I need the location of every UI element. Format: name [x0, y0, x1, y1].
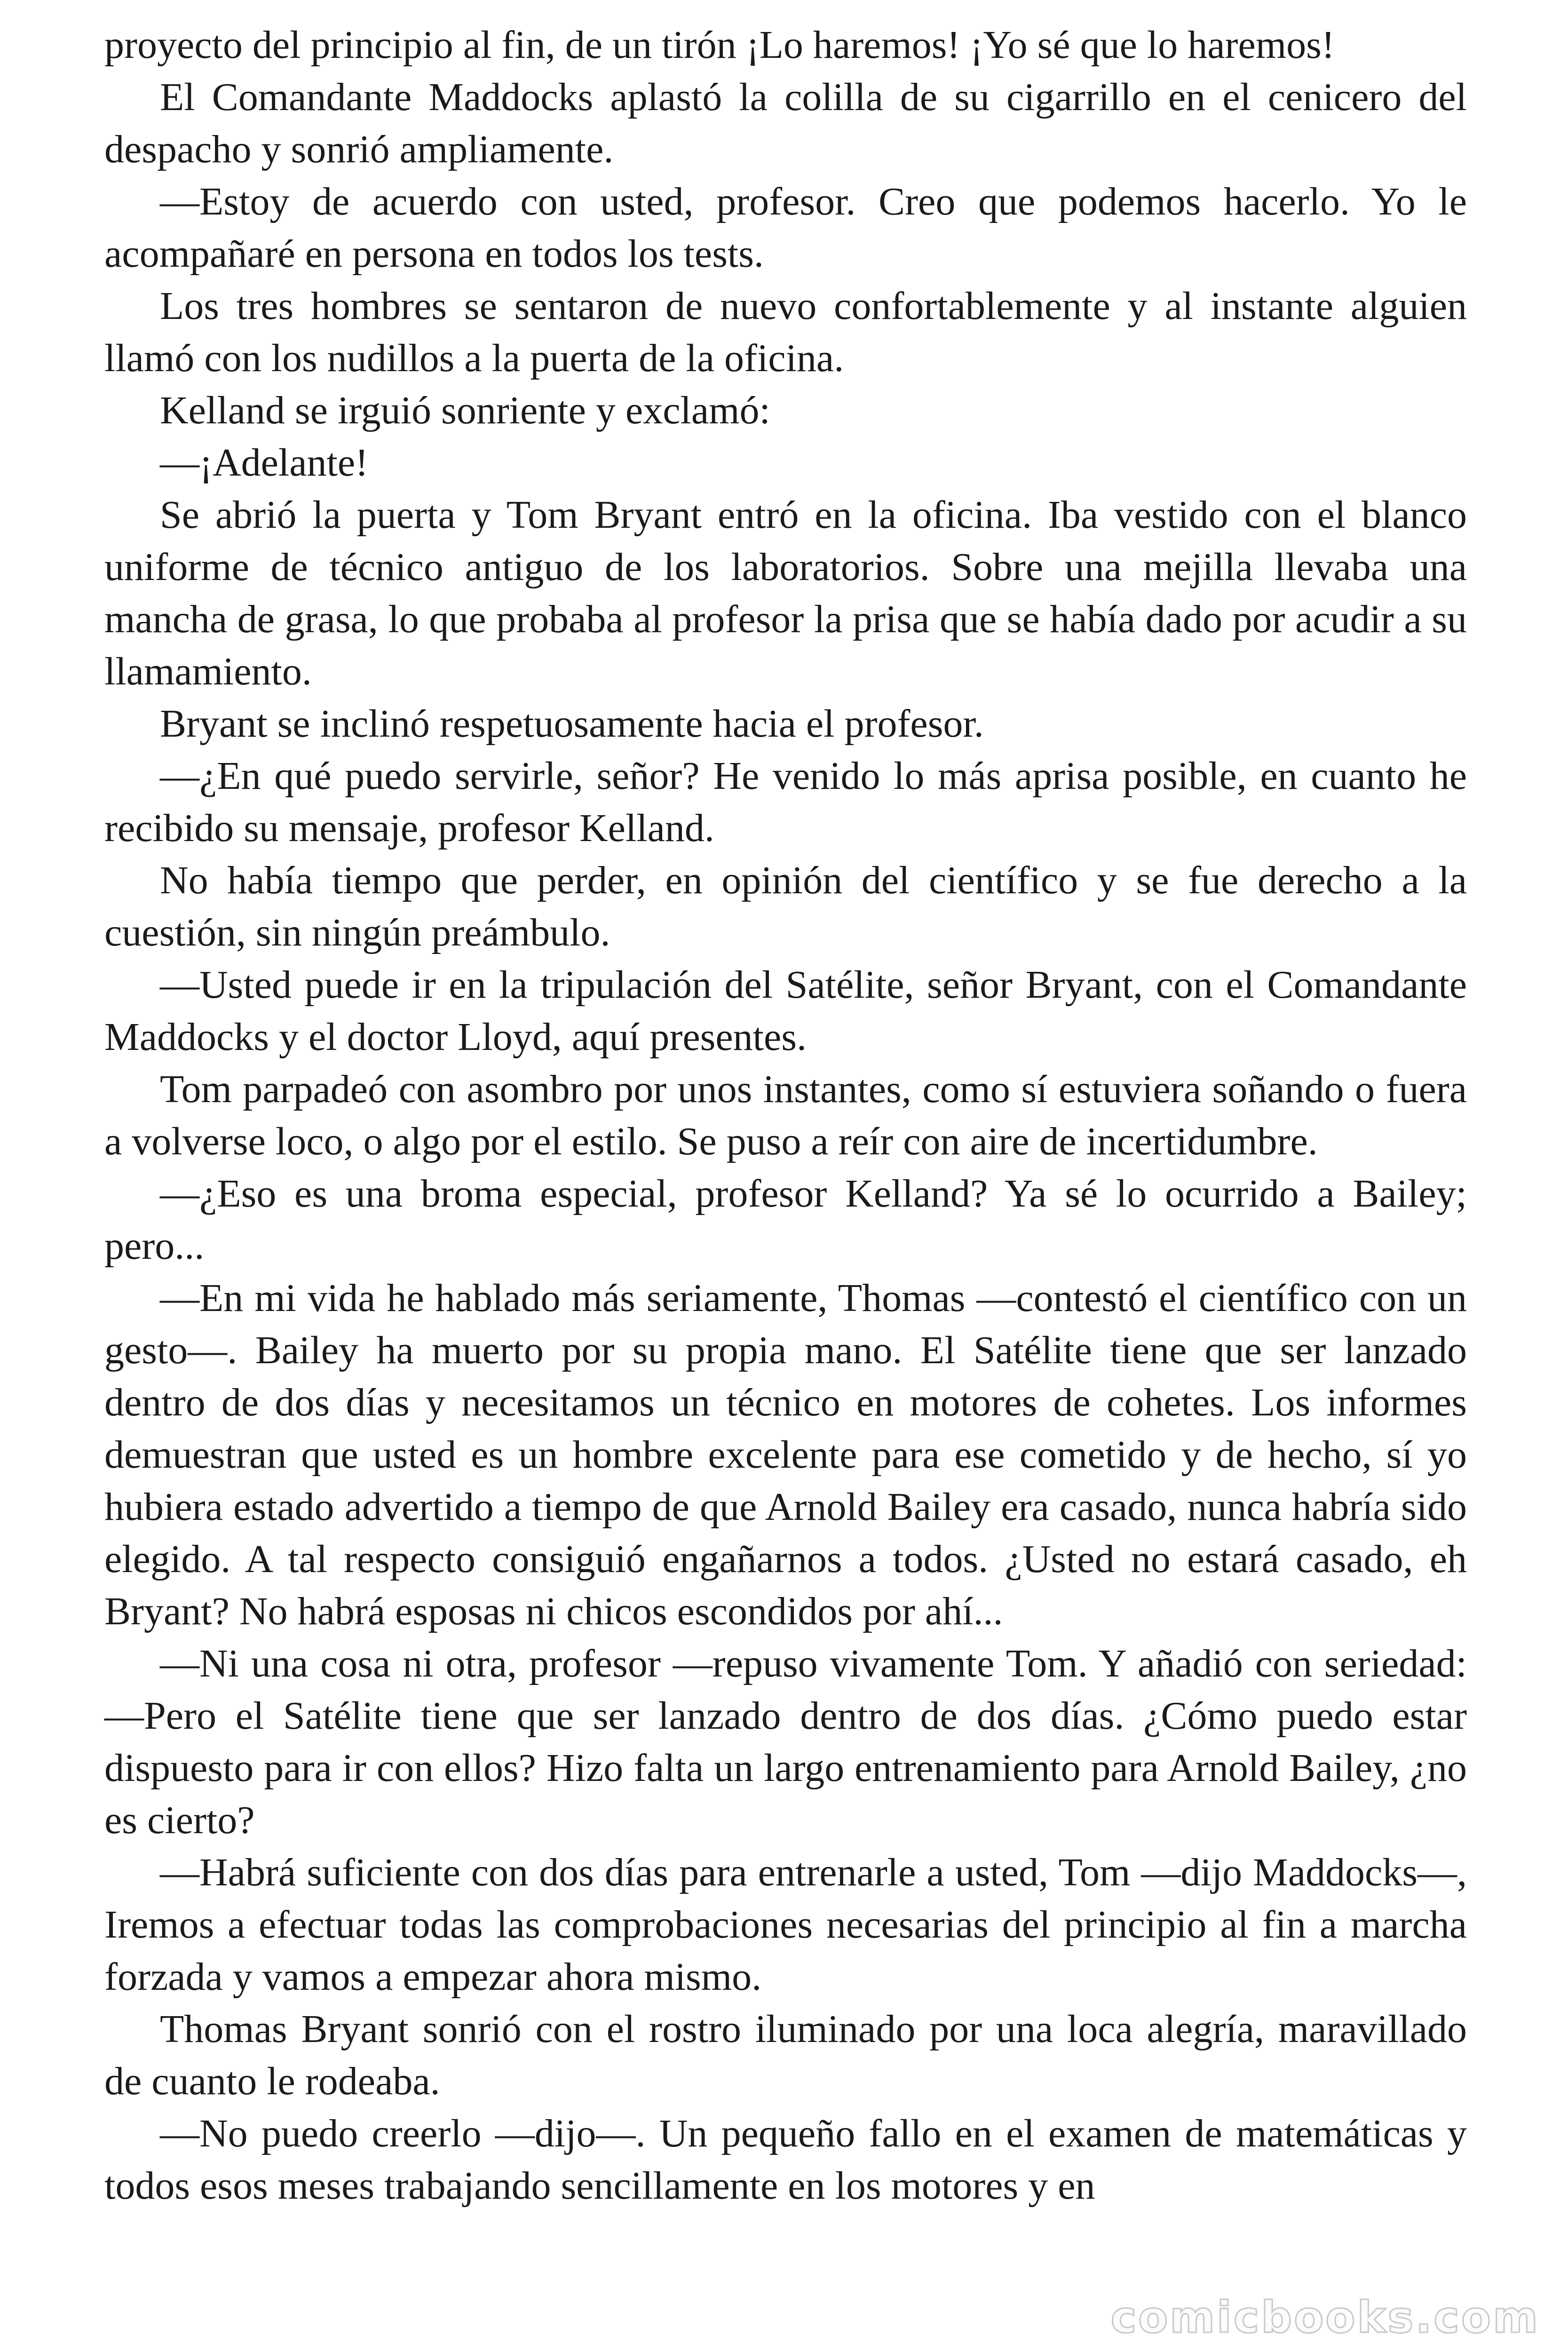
paragraph: —Habrá suficiente con dos días para entrenarle a usted, Tom —dijo Maddocks—, Iremos a efectuar todas las comprobaciones necesarias del principio al fin a marcha forzada y vamos a empezar ahora mismo. [104, 1851, 1467, 1999]
watermark-logo: comicbooks.com [1110, 2292, 1540, 2343]
paragraph: —Estoy de acuerdo con usted, profesor. Creo que podemos hacerlo. Yo le acompañaré en persona en todos los tests. [104, 180, 1467, 276]
paragraph: No había tiempo que perder, en opinión del científico y se fue derecho a la cuestión, sin ningún preámbulo. [104, 858, 1467, 954]
paragraph: —Usted puede ir en la tripulación del Satélite, señor Bryant, con el Comandante Maddocks y el doctor Lloyd, aquí presentes. [104, 963, 1467, 1059]
paragraph: —No puedo creerlo —dijo—. Un pequeño fallo en el examen de matemáticas y todos esos meses trabajando sencillamente en los motores y en [104, 2112, 1467, 2208]
paragraph: —¡Adelante! [160, 441, 369, 485]
paragraph: Se abrió la puerta y Tom Bryant entró en la oficina. Iba vestido con el blanco uniforme de técnico antiguo de los laboratorios. Sobre una mejilla llevaba una mancha de grasa, lo que probaba al profesor la prisa que se había dado por acudir a su llamamiento. [104, 493, 1467, 693]
body-text [104, 19, 1467, 2212]
paragraph: Kelland se irguió sonriente y exclamó: [160, 389, 770, 432]
paragraph: Los tres hombres se sentaron de nuevo confortablemente y al instante alguien llamó con los nudillos a la puerta de la oficina. [104, 284, 1467, 380]
paragraph: Bryant se inclinó respetuosamente hacia el profesor. [160, 702, 984, 746]
paragraph: Tom parpadeó con asombro por unos instantes, como sí estuviera soñando o fuera a volverse loco, o algo por el estilo. Se puso a reír con aire de incertidumbre. [104, 1067, 1467, 1163]
paragraph: —¿Eso es una broma especial, profesor Kelland? Ya sé lo ocurrido a Bailey; pero... [104, 1172, 1467, 1268]
paragraph: El Comandante Maddocks aplastó la colilla de su cigarrillo en el cenicero del despacho y sonrió ampliamente. [104, 75, 1467, 171]
paragraph: —En mi vida he hablado más seriamente, Thomas —contestó el científico con un gesto—. Bailey ha muerto por su propia mano. El Satélite tiene que ser lanzado dentro de dos días y necesitamos un técnico en motores de cohetes. Los informes demuestran que usted es un hombre excelente para ese cometido y de hecho, sí yo hubiera estado advertido a tiempo de que Arnold Bailey era casado, nunca habría sido elegido. A tal respecto consiguió engañarnos a todos. ¿Usted no estará casado, eh Bryant? No habrá esposas ni chicos escondidos por ahí... [104, 1276, 1467, 1633]
paragraph: Thomas Bryant sonrió con el rostro iluminado por una loca alegría, maravillado de cuanto le rodeaba. [104, 2007, 1467, 2103]
paragraph: —¿En qué puedo servirle, señor? He venido lo más aprisa posible, en cuanto he recibido su mensaje, profesor Kelland. [104, 754, 1467, 850]
paragraph: proyecto del principio al fin, de un tirón ¡Lo haremos! ¡Yo sé que lo haremos! [104, 23, 1335, 67]
paragraph: —Ni una cosa ni otra, profesor —repuso vivamente Tom. Y añadió con seriedad: —Pero el Satélite tiene que ser lanzado dentro de dos días. ¿Cómo puedo estar dispuesto para ir con ellos? Hizo falta un largo entrenamiento para Arnold Bailey, ¿no es cierto? [104, 1642, 1467, 1842]
